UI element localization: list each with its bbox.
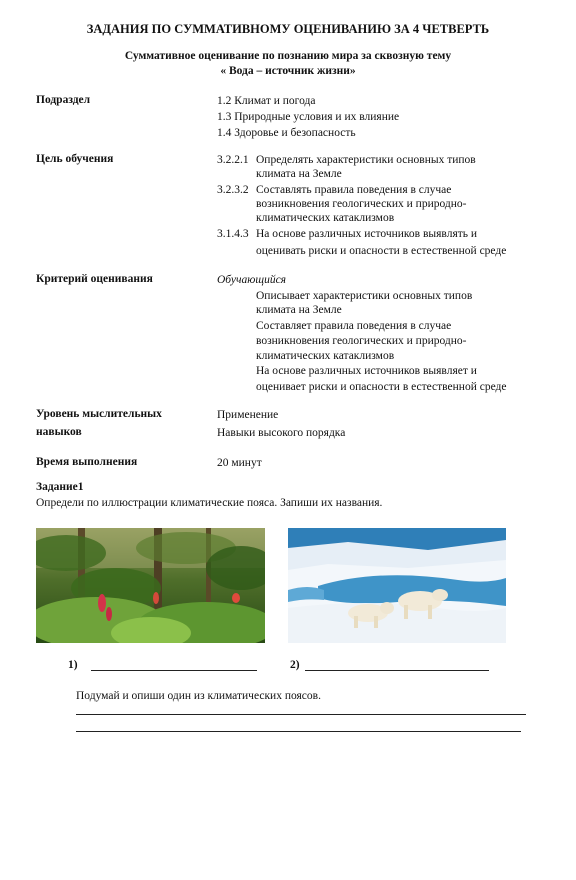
page-subtitle: Суммативное оценивание по познанию мира за сквозную тему — [124, 50, 452, 62]
goal-text: климата на Земле — [256, 168, 342, 180]
description-line-2[interactable] — [76, 731, 521, 732]
task-prompt: Подумай и опиши один из климатических поясов. — [76, 690, 321, 702]
skills-label-cont: навыков — [36, 426, 82, 438]
criteria-line: На основе различных источников выявляет и — [256, 365, 477, 377]
tropical-forest-image — [36, 528, 265, 643]
criteria-line: Составляет правила поведения в случае — [256, 320, 452, 332]
answer-input-1[interactable] — [91, 670, 257, 671]
subsection-label: Подраздел — [36, 94, 91, 106]
time-value: 20 минут — [217, 457, 262, 469]
goal-code: 3.2.2.1 — [217, 154, 249, 166]
tropical-forest-illustration — [36, 528, 265, 643]
goal-text: На основе различных источников выявлять и — [256, 228, 478, 240]
description-line-1[interactable] — [76, 714, 526, 715]
task-instruction: Определи по иллюстрации климатические пояса. Запиши их названия. — [36, 497, 383, 509]
polar-bears-illustration — [288, 528, 506, 643]
answer-input-2[interactable] — [305, 670, 489, 671]
skills-value: Применение — [217, 409, 279, 421]
subsection-item: 1.4 Здоровье и безопасность — [217, 127, 356, 139]
task-title: Задание1 — [36, 481, 84, 493]
goal-text: оценивать риски и опасности в естественной среде — [256, 245, 507, 257]
criteria-line: климатических катаклизмов — [256, 350, 395, 362]
goal-text: возникновения геологических и природно- — [256, 198, 467, 210]
goal-label: Цель обучения — [36, 153, 114, 165]
skills-value: Навыки высокого порядка — [217, 427, 346, 439]
criteria-line: оценивает риски и опасности в естественной среде — [256, 381, 507, 393]
arctic-image — [288, 528, 506, 643]
goal-text: Определять характеристики основных типов — [256, 154, 476, 166]
criteria-line: возникновения геологических и природно- — [256, 335, 467, 347]
criteria-line: климата на Земле — [256, 304, 342, 316]
answer-number-1: 1) — [68, 659, 78, 671]
goal-text: климатических катаклизмов — [256, 212, 395, 224]
criteria-label: Критерий оценивания — [36, 273, 153, 285]
criteria-line: Описывает характеристики основных типов — [256, 290, 473, 302]
subsection-items — [217, 94, 399, 140]
goal-text: Составлять правила поведения в случае — [256, 184, 452, 196]
answer-number-2: 2) — [290, 659, 300, 671]
subsection-item: 1.3 Природные условия и их влияние — [217, 111, 400, 123]
goal-code: 3.1.4.3 — [217, 228, 249, 240]
criteria-learner: Обучающийся — [217, 274, 287, 286]
page-title: ЗАДАНИЯ ПО СУММАТИВНОМУ ОЦЕНИВАНИЮ ЗА 4 ЧЕТВЕРТЬ — [86, 22, 490, 36]
skills-label: Уровень мыслительных — [36, 408, 162, 420]
time-label: Время выполнения — [36, 456, 138, 468]
page-subtitle-theme: « Вода – источник жизни» — [220, 65, 356, 77]
subsection-item: 1.2 Климат и погода — [217, 95, 316, 107]
goal-code: 3.2.3.2 — [217, 184, 249, 196]
